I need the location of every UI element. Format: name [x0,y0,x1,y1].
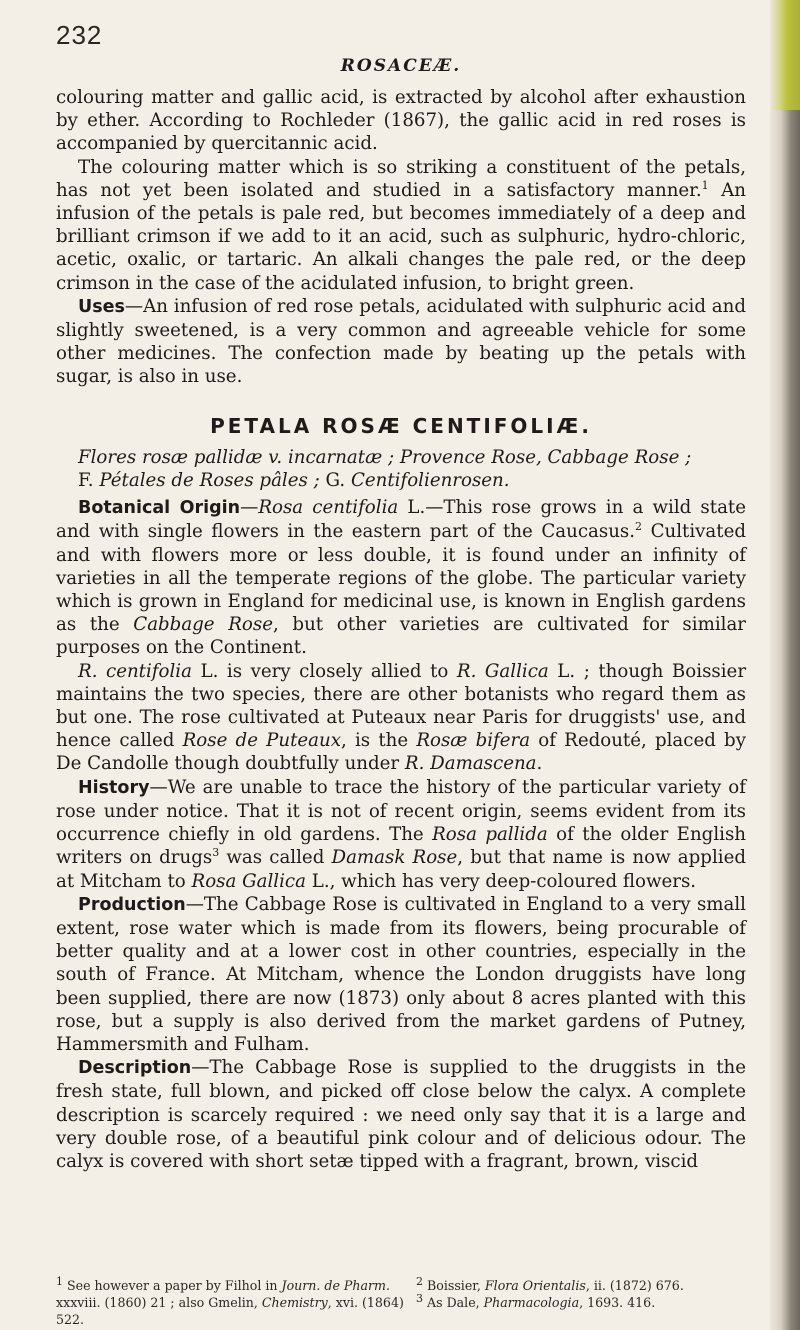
footnote-1: $^1$ See however a paper by Filhol in Journ. de Pharm. xxxviii. (1860) 21 ; also Gmelin, Chemistry, xvi. (1864) 522. [56,1274,404,1327]
footnotes-2-3 [416,1274,756,1328]
footnote-ref: 3 [212,846,220,860]
footnote-2: $^2$ Boissier, Flora Orientalis, ii. (1872) 676. [416,1274,684,1293]
footnote-3: $^3$ As Dale, Pharmacologia, 1693. 416. [416,1291,656,1310]
paragraph-history: History—We are unable to trace the history of the particular variety of rose under notice. That it is not of recent origin, seems evident from its occurrence chiefly in old gardens. The Rosa pallida of the older English writers on drugs$^3$ was called Damask Rose, but that name is now applied at Mitcham to Rosa Gallica L., which has very deep-coloured flowers. [56,776,746,892]
paragraph-colouring-matter: The colouring matter which is so striking a constituent of the petals, has not yet been isolated and studied in a satisfactory manner.$^1$ An infusion of the petals is pale red, but becomes immediately of a deep and brilliant crimson if we add to it an acid, such as sulphuric, hydro-chloric, acetic, oxalic, or tartaric. An alkali changes the pale red, or the deep crimson in the case of the acidulated infusion, to bright green. [56,156,746,294]
section-heading-botanical-origin: Botanical Origin [78,498,241,519]
section-heading-description: Description [78,1058,192,1079]
section-heading-production: Production [78,894,186,915]
monograph-title: PETALA ROSÆ CENTIFOLIÆ. [210,413,592,438]
synonyms: Flores rosæ pallidæ v. incarnatæ ; Provence Rose, Cabbage Rose ; F. Pétales de Roses pâles ; G. Centifolienrosen. [78,446,692,492]
paragraph-species: R. centifolia L. is very closely allied to R. Gallica L. ; though Boissier maintains the two species, there are other botanists who regard them as but one. The rose cultivated at Puteaux near Paris for druggists' use, and hence called Rose de Puteaux, is the Rosæ bifera of Redouté, placed by De Candolle though doubtfully under R. Damascena. [56,660,747,775]
paragraph-description: Description—The Cabbage Rose is supplied to the druggists in the fresh state, full blown, and picked off close below the calyx. A complete description is scarcely required : we need only say that it is a large and very double rose, of a beautiful pink colour and of delicious odour. The calyx is covered with short setæ tipped with a fragrant, brown, viscid [56,1057,746,1172]
paragraph-uses: Uses—An infusion of red rose petals, acidulated with sulphuric acid and slightly sweetened, is a very common and agreeable vehicle for some other medicines. The confection made by beating up the petals with sugar, is also in use. [56,295,746,388]
footnotes [56,1274,756,1328]
section-heading-history: History [78,777,150,798]
running-head: ROSACEÆ. [340,56,462,76]
paragraph-continuation: colouring matter and gallic acid, is extracted by alcohol after exhaustion by ether. According to Rochleder (1867), the gallic acid in red roses is accompanied by quercitannic acid. [56,87,746,155]
body-text [56,86,746,1173]
paragraph-botanical-origin: Botanical Origin—Rosa centifolia L.—This rose grows in a wild state and with single flowers in the eastern part of the Caucasus.$^2$ Cultivated and with flowers more or less double, it is found under an infinity of varieties in all the temperate regions of the globe. The particular variety which is grown in England for medicinal use, is known in English gardens as the Cabbage Rose, but other varieties are cultivated for similar purposes on the Continent. [56,497,746,659]
scan-edge-highlight [770,0,800,110]
page-header [56,20,746,76]
page-number: 232 [56,20,103,50]
footnote-ref: 2 [635,520,643,534]
paragraph-production: Production—The Cabbage Rose is cultivated in England to a very small extent, rose water which is made from its flowers, being procurable of better quality and at a lower cost in other countries, especially in the south of France. At Mitcham, whence the London druggists have long been supplied, there are now (1873) only about 8 acres planted with this rose, but a supply is also derived from the market gardens of Putney, Hammersmith and Fulham. [56,893,746,1055]
footnote-ref: 1 [701,178,709,192]
section-heading-uses: Uses [78,296,125,317]
scan-edge [770,0,800,1330]
